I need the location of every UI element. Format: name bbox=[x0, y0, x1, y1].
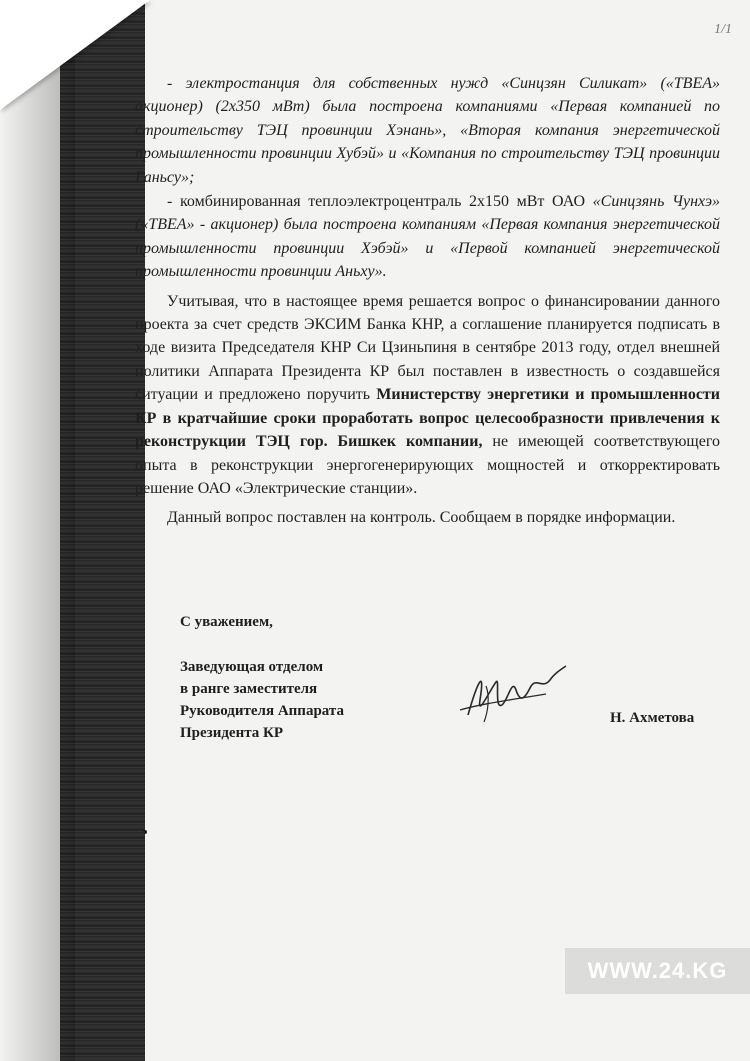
signer-title-line: Заведующая отделом bbox=[180, 659, 324, 675]
signer-title-line: Руководителя Аппарата bbox=[180, 703, 344, 719]
redaction-strip bbox=[60, 0, 145, 1061]
handwritten-signature bbox=[450, 660, 570, 730]
paragraph-3-lead: Учитывая, что в настоящее время решается вопрос о финансировании данного проекта за счет средств ЭКСИМ Банка КНР, а соглашение планируется подписать в ходе визита Председателя КНР Си Цзиньпиня в сентябре 2013 году, отдел внешней политики Аппарата Президента КР был поставлен в известность о создавшейся ситуации и предложено поручить bbox=[135, 292, 720, 404]
signer-name: Н. Ахметова bbox=[610, 710, 695, 726]
letter-body bbox=[135, 72, 720, 530]
paragraph-4 bbox=[135, 506, 720, 529]
paragraph-3 bbox=[135, 290, 720, 501]
signer-title bbox=[180, 656, 344, 744]
paragraph-1-dash: - bbox=[167, 75, 186, 92]
paragraph-2-text: «Синцзянь Чунхэ» («ТВЕА» - акционер) была построена компаниям «Первая компания энергетической промышленности провинции Хэбэй» и «Первой компанией энергетической промышленности провинции Аньху». bbox=[135, 193, 720, 281]
paragraph-1 bbox=[135, 72, 720, 189]
signer-title-line: в ранге заместителя bbox=[180, 681, 318, 697]
paragraph-3-bold: Министерству энергетики и промышленности КР в кратчайшие сроки проработать вопрос целесообразности привлечения к реконструкции ТЭЦ гор. Бишкек компании, bbox=[135, 386, 720, 451]
paragraph-2 bbox=[135, 190, 720, 284]
scan-dot bbox=[143, 830, 147, 834]
page-number: 1/1 bbox=[714, 22, 732, 37]
paragraph-4-text: Данный вопрос поставлен на контроль. Сообщаем в порядке информации. bbox=[167, 509, 676, 527]
paragraph-3-tail: не имеющей соответствующего опыта в реконструкции энергогенерирующих мощностей и откорректировать решение ОАО «Электрические станции». bbox=[135, 433, 720, 497]
paragraph-2-lead: - комбинированная теплоэлектроцентраль 2х150 мВт ОАО bbox=[167, 193, 593, 211]
signer-title-line: Президента КР bbox=[180, 725, 284, 741]
paragraph-1-text: электростанция для собственных нужд «Синцзян Силикат» («ТВЕА» акционер) (2х350 мВт) была построена компаниями «Первая компанией по строительству ТЭЦ провинции Хэнань», «Вторая компания энергетической промышленности провинции Хубэй» и «Компания по строительству ТЭЦ провинции Ганьсу»; bbox=[135, 75, 721, 186]
closing-salutation: С уважением, bbox=[180, 614, 273, 630]
folded-corner bbox=[0, 0, 150, 110]
site-watermark: WWW.24.KG bbox=[565, 948, 750, 994]
